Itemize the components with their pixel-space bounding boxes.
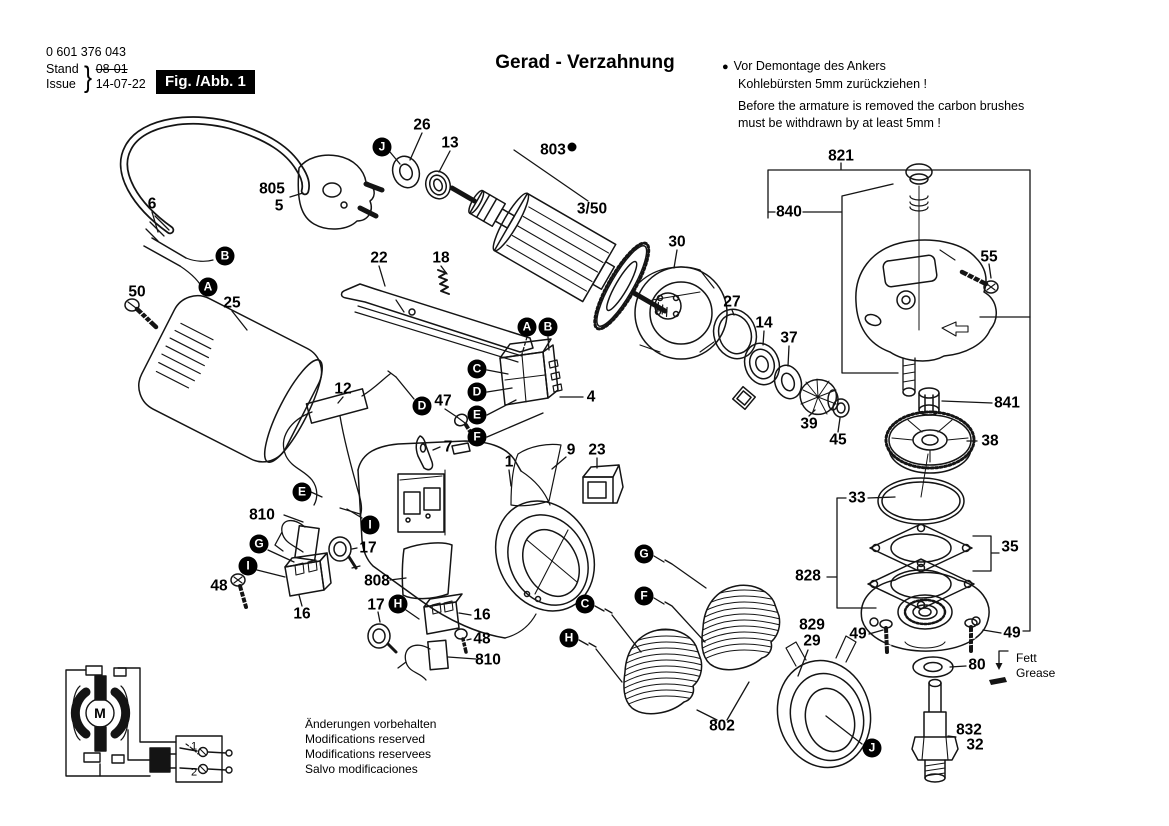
note-en-line2: must be withdrawn by at least 5mm ! (738, 116, 941, 130)
bearing-13 (422, 168, 454, 203)
footer-line-en: Modifications reserved (305, 732, 426, 746)
ref-badge-D: D (468, 383, 487, 402)
part-label-12: 12 (334, 380, 352, 398)
power-cord (124, 120, 382, 290)
screw-55 (962, 270, 998, 293)
ref-badge-G: G (250, 535, 269, 554)
lever-22 (342, 284, 534, 362)
grease-en: Grease (1016, 666, 1056, 680)
part-label-39: 39 (800, 415, 818, 433)
part-label-13: 13 (441, 134, 459, 152)
ref-badge-A: A (518, 318, 537, 337)
document-info (46, 45, 146, 92)
part-label-808: 808 (364, 572, 390, 590)
part-label-9: 9 (566, 441, 576, 459)
part-label-49: 49 (849, 625, 867, 643)
part-label-802: 802 (709, 717, 735, 735)
key (733, 387, 756, 410)
part-label-16: 16 (293, 605, 311, 623)
o-ring-33 (878, 478, 964, 524)
part-label-37: 37 (780, 329, 798, 347)
part-label-25: 25 (223, 294, 241, 312)
schematic-label-2: 2 (190, 766, 198, 779)
ref-badge-H: H (389, 595, 408, 614)
part-label-14: 14 (755, 314, 773, 332)
ref-dot (568, 143, 577, 152)
part-label-16: 16 (473, 606, 491, 624)
ref-badge-B: B (216, 247, 235, 266)
part-label-841: 841 (994, 394, 1020, 412)
clamp-flange-829 (766, 636, 883, 778)
diagram-title: Gerad - Verzahnung (495, 52, 675, 73)
part-label-832: 832 (956, 721, 982, 739)
part-label-7: 7 (443, 438, 453, 456)
ref-badge-J: J (863, 739, 882, 758)
screw-50 (125, 299, 156, 327)
stand-value: 08-01 (95, 62, 128, 76)
schematic-label-1: 1 (190, 740, 198, 753)
slider-23 (583, 465, 623, 503)
part-label-49: 49 (1003, 624, 1021, 642)
part-label-80: 80 (968, 656, 986, 674)
part-label-17: 17 (359, 539, 377, 557)
motor-housing (130, 287, 334, 473)
bearing-14 (739, 339, 784, 389)
ref-badge-G: G (635, 545, 654, 564)
armature (428, 146, 694, 356)
part-label-27: 27 (723, 293, 741, 311)
figure-label: Fig. /Abb. 1 (156, 70, 255, 94)
clip-7 (416, 436, 432, 470)
ref-badge-B: B (539, 318, 558, 337)
modifications-note (305, 717, 436, 777)
note-en-line1: Before the armature is removed the carbon brushes (738, 99, 1025, 113)
stand-label: Stand (46, 62, 79, 76)
ref-badge-I: I (361, 516, 380, 535)
part-label-1: 1 (504, 453, 514, 471)
part-label-22: 22 (370, 249, 388, 267)
part-label-55: 55 (980, 248, 998, 266)
part-label-33: 33 (848, 489, 866, 507)
ring-27 (707, 304, 762, 365)
plate-808 (402, 543, 452, 599)
ref-badge-D: D (413, 397, 432, 416)
ref-badge-J: J (373, 138, 392, 157)
ref-badge-A: A (199, 278, 218, 297)
baffle-30 (635, 267, 727, 359)
part-label-23: 23 (588, 441, 606, 459)
washer-80 (913, 657, 953, 677)
part-label-5: 5 (274, 197, 284, 215)
footer-line-fr: Modifications reservees (305, 747, 432, 761)
ref-badge-H: H (560, 629, 579, 648)
bearing-cap-26 (388, 153, 423, 192)
footer-line-de: Änderungen vorbehalten (305, 717, 437, 731)
part-label-805: 805 (259, 180, 285, 198)
part-label-828: 828 (795, 567, 821, 585)
part-label-810: 810 (475, 651, 501, 669)
grease-de: Fett (1016, 651, 1037, 665)
note-de-line2: Kohlebürsten 5mm zurückziehen ! (738, 77, 927, 91)
ref-badge-C: C (468, 360, 487, 379)
spindle-832 (912, 680, 958, 783)
part-label-48: 48 (473, 630, 491, 648)
grease-note (1016, 651, 1055, 681)
window-9 (511, 444, 561, 505)
ref-badge-F: F (468, 428, 487, 447)
part-label-6: 6 (147, 195, 157, 213)
wiring-schematic (66, 666, 232, 782)
ref-badge-F: F (635, 587, 654, 606)
schematic-label-M: M (94, 705, 106, 721)
part-number: 0 601 376 043 (46, 45, 126, 59)
part-label-3-50: 3/50 (576, 200, 608, 218)
ref-badge-I: I (239, 557, 258, 576)
note-de-line1: Vor Demontage des Ankers (733, 59, 886, 73)
part-label-829: 829 (799, 616, 825, 634)
ref-badge-C: C (576, 595, 595, 614)
ref-badge-E: E (468, 406, 487, 425)
part-label-50: 50 (128, 283, 146, 301)
part-label-810: 810 (249, 506, 275, 524)
part-label-17: 17 (367, 596, 385, 614)
note-bullet-icon: ● (722, 61, 729, 73)
issue-label: Issue (46, 77, 76, 91)
part-label-48: 48 (210, 577, 228, 595)
gear-38 (886, 412, 974, 497)
part-label-29: 29 (803, 632, 821, 650)
issue-value: 14-07-22 (95, 77, 146, 91)
part-label-35: 35 (1001, 538, 1019, 556)
part-label-840: 840 (776, 203, 802, 221)
part-label-18: 18 (432, 249, 450, 267)
part-label-803: 803 (540, 141, 566, 159)
gaskets-35 (868, 524, 974, 609)
part-label-47: 47 (434, 392, 452, 410)
part-label-38: 38 (981, 432, 999, 450)
part-label-26: 26 (413, 116, 431, 134)
brace-glyph: } (83, 60, 92, 94)
part-label-45: 45 (829, 431, 847, 449)
ref-badge-E: E (293, 483, 312, 502)
part-label-4: 4 (586, 388, 596, 406)
warning-note (722, 58, 1072, 132)
part-label-32: 32 (966, 736, 984, 754)
footer-line-es: Salvo modificaciones (305, 762, 418, 776)
part-label-30: 30 (668, 233, 686, 251)
part-label-821: 821 (828, 147, 854, 165)
